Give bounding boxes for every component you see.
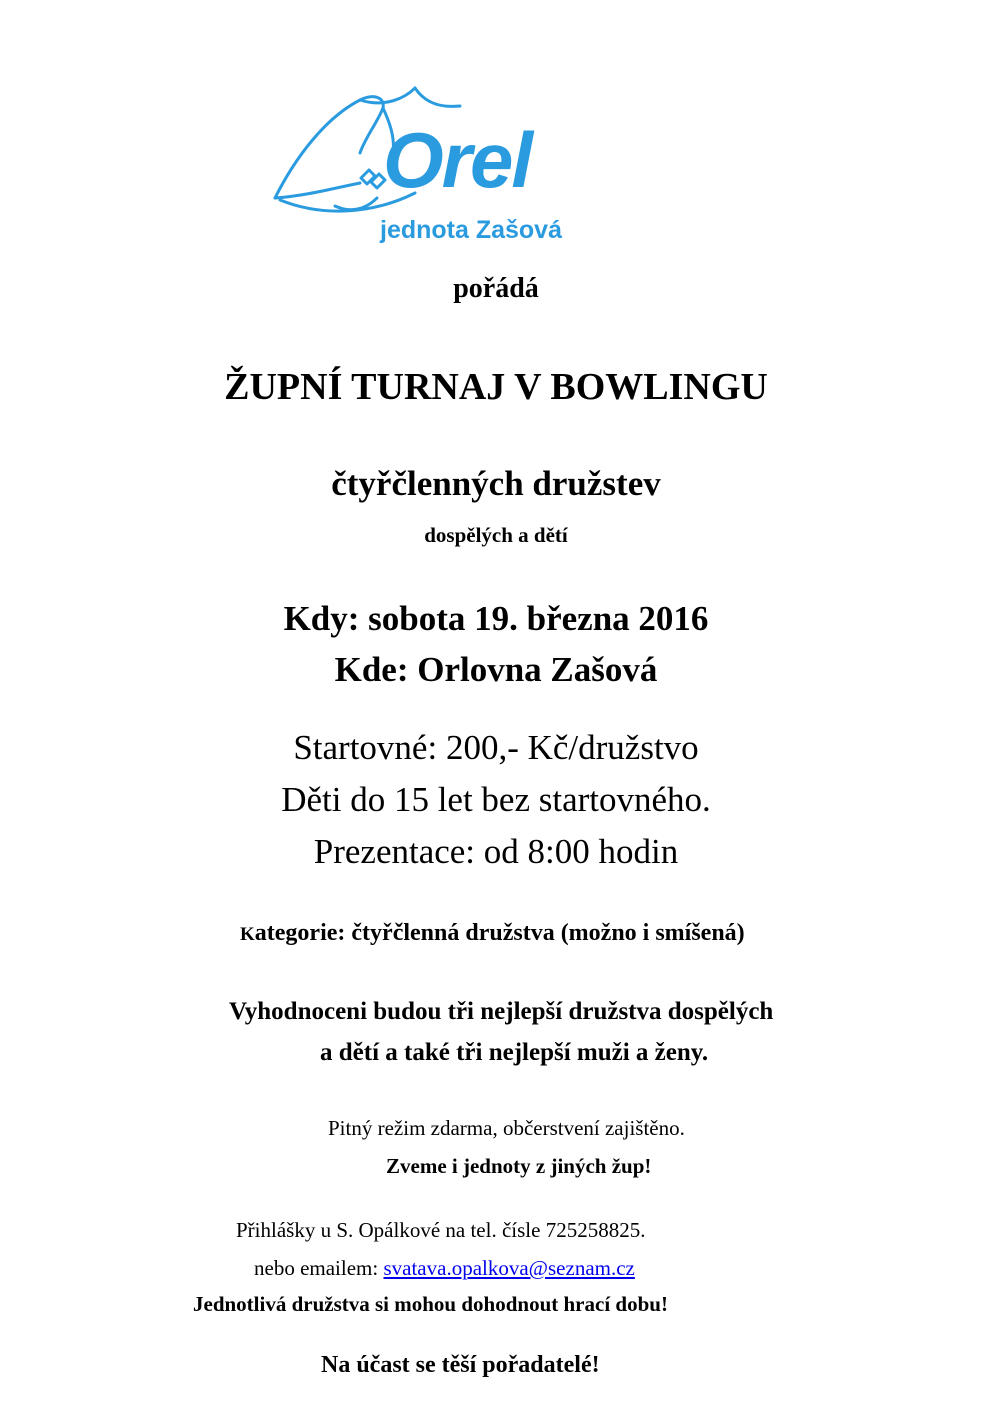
contact-email-link[interactable]: svatava.opalkova@seznam.cz — [383, 1256, 635, 1280]
event-date: Kdy: sobota 19. března 2016 — [283, 599, 709, 638]
children-fee: Děti do 15 let bez startovného. — [281, 780, 711, 819]
page-title: ŽUPNÍ TURNAJ V BOWLINGU — [224, 366, 768, 408]
category-initial: K — [240, 924, 255, 945]
category-rest: ategorie: čtyřčlenná družstva (možno i smíšená) — [254, 920, 745, 946]
entry-fee: Startovné: 200,- Kč/družstvo — [293, 728, 699, 767]
awards-line-2: a dětí a také tři nejlepší muži a ženy. — [320, 1039, 709, 1066]
contact-email-prefix: nebo emailem: — [254, 1256, 384, 1280]
audience-text: dospělých a dětí — [424, 523, 568, 547]
refreshments-note: Pitný režim zdarma, občerstvení zajištěno. — [328, 1116, 685, 1140]
logo-subtitle: jednota Zašová — [380, 216, 562, 244]
contact-email-line — [254, 1254, 635, 1282]
registration-time: Prezentace: od 8:00 hodin — [313, 832, 679, 871]
logo-wordmark: Orel — [383, 116, 532, 204]
awards-line-1: Vyhodnoceni budou tři nejlepší družstva dospělých — [229, 998, 774, 1025]
orel-logo — [265, 78, 615, 248]
intro-text: pořádá — [453, 273, 539, 304]
event-location: Kde: Orlovna Zašová — [334, 650, 658, 689]
category-text — [240, 918, 745, 950]
closing-text: Na účast se těší pořadatelé! — [321, 1352, 600, 1378]
invitation-note: Zveme i jednoty z jiných žup! — [386, 1154, 652, 1178]
contact-phone: Přihlášky u S. Opálkové na tel. čísle 725258825. — [236, 1218, 646, 1242]
page-subtitle: čtyřčlenných družstev — [331, 464, 661, 503]
play-time-note: Jednotlivá družstva si mohou dohodnout hrací dobu! — [193, 1292, 668, 1316]
